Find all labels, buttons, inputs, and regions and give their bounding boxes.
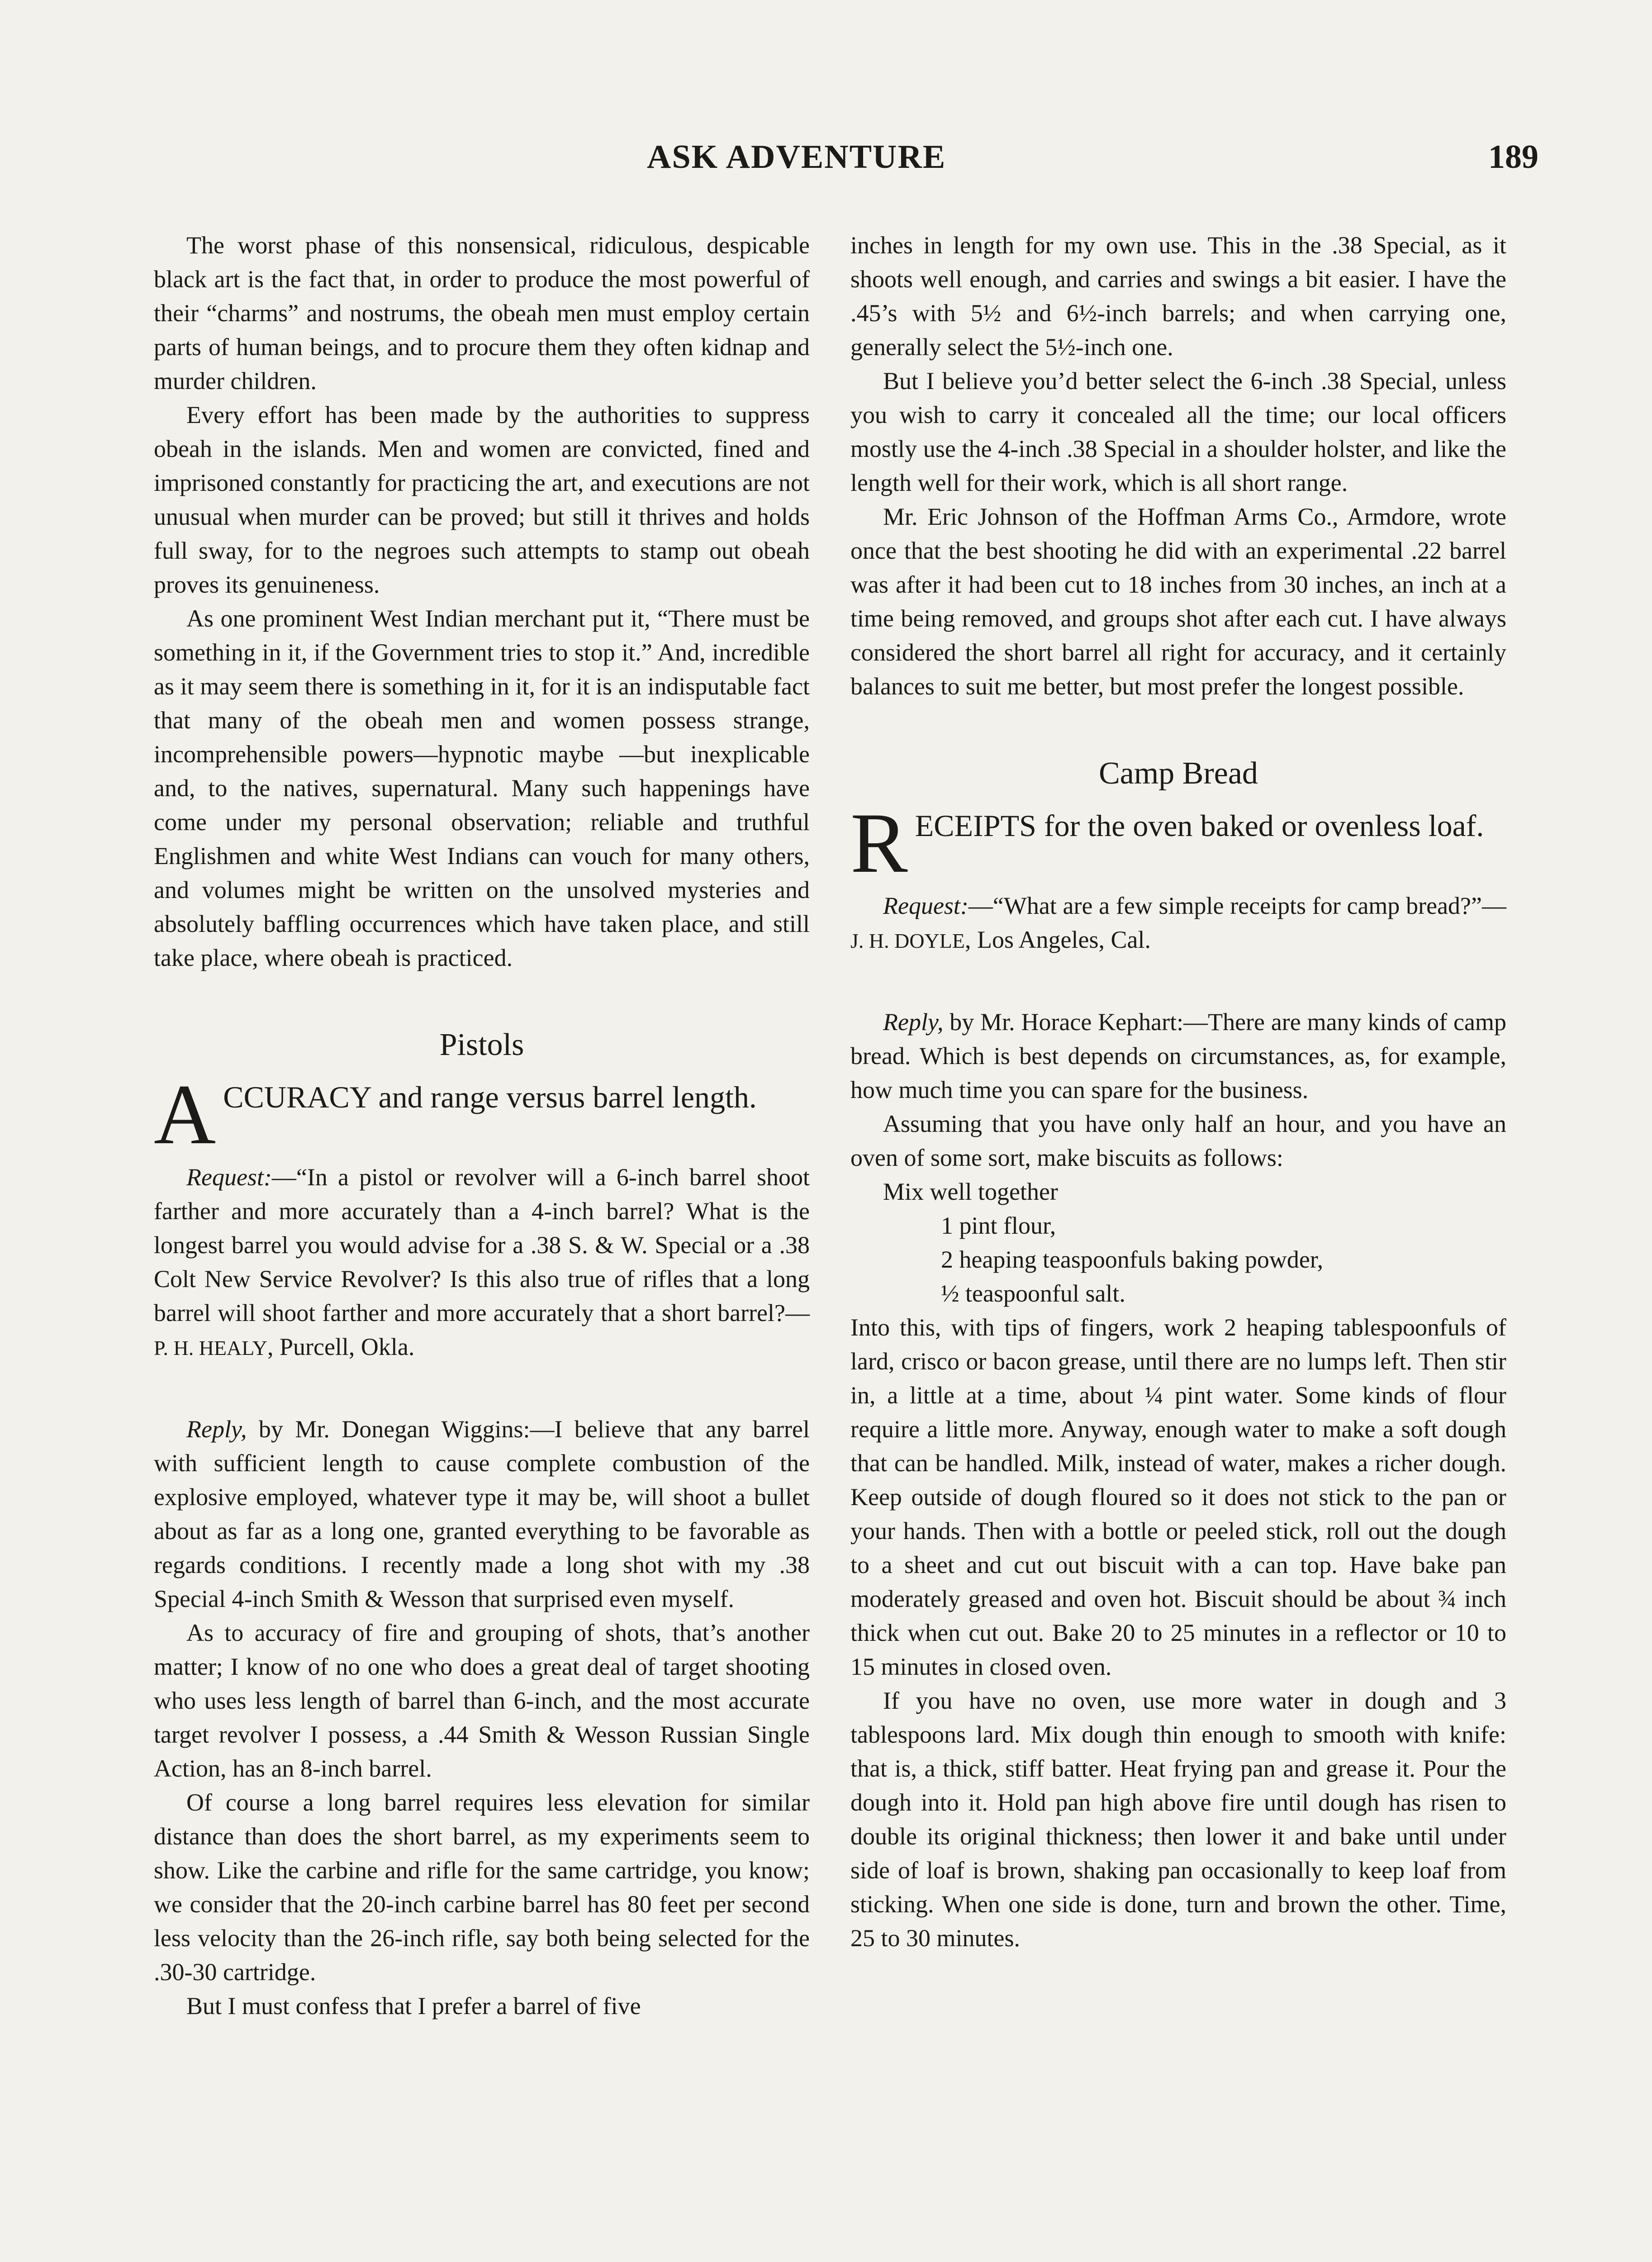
obeah-paragraph: The worst phase of this nonsensical, ridiculous, despicable black art is the fact that, in order to produce the most powerful of their “charms” and nostrums, the obeah men must employ certain parts of human beings, and to procure them they often kidnap and murder children. <box>154 232 810 394</box>
pistols-dropcap: A <box>154 1067 216 1162</box>
camp-bread-request <box>850 889 1506 958</box>
request-label: Request: <box>186 1164 272 1191</box>
request-place: , Los Angeles, Cal. <box>964 926 1151 953</box>
reply-text: by Mr. Donegan Wiggins:—I believe that any barrel with sufficient length to cause complete combustion of the explosive employed, whatever type it may be, will shoot a bullet about as far as a long one, granted everything to be favorable as regards conditions. I recently made a long shot with my .38 Special 4-inch Smith & Wesson that surprised even myself. <box>154 1416 810 1612</box>
pistols-reply-paragraph: But I believe you’d better select the 6-inch .38 Special, unless you wish to carry it concealed all the time; our local officers mostly use the 4-inch .38 Special in a shoulder holster, and like the length well for their work, which is all short range. <box>850 367 1506 496</box>
pistols-lead-text: CCURACY and range versus barrel length. <box>223 1080 757 1114</box>
left-column <box>154 228 810 2023</box>
camp-bread-lead <box>850 796 1506 891</box>
request-text: —“What are a few simple receipts for camp bread?”— <box>968 892 1506 919</box>
pistols-reply-continuation: inches in length for my own use. This in the .38 Special, as it shoots well enough, and carries and swings a bit easier. I have the .45’s with 5½ and 6½-inch barrels; and when carrying one, generally select the 5½-inch one. <box>850 232 1506 361</box>
right-column <box>850 228 1506 1955</box>
request-label: Request: <box>883 892 968 919</box>
request-byline: J. H. DOYLE <box>850 929 965 952</box>
request-place: , Purcell, Okla. <box>267 1333 415 1360</box>
pistols-reply <box>154 1412 810 1616</box>
obeah-paragraph: Every effort has been made by the authorities to suppress obeah in the islands. Men and women are convicted, fined and imprisoned constantly for practicing the art, and executions are not unusual when murder can be proved; but still it thrives and holds full sway, for to the negroes such attempts to stamp out obeah proves its genuineness. <box>154 401 810 598</box>
pistols-request <box>154 1160 810 1365</box>
camp-bread-dropcap: R <box>850 796 908 891</box>
reply-text: by Mr. Horace Kephart:—There are many kinds of camp bread. Which is best depends on circumstances, as, for example, how much time you can spare for the business. <box>850 1008 1506 1103</box>
camp-bread-section-title: Camp Bread <box>1099 756 1258 791</box>
camp-bread-lead-text: ECEIPTS for the oven baked or ovenless loaf. <box>915 808 1484 843</box>
recipe-list <box>850 1175 1506 1311</box>
reply-label: Reply, <box>883 1008 944 1036</box>
camp-bread-method: Into this, with tips of fingers, work 2 heaping tablespoonfuls of lard, crisco or bacon grease, until there are no lumps left. Then stir in, a little at a time, about ¼ pint water. Some kinds of flour require a little more. Anyway, enough water to make a soft dough that can be handled. Milk, instead of water, makes a richer dough. Keep outside of dough floured so it does not stick to the pan or your hands. Then with a bottle or peeled stick, roll out the dough to a sheet and cut out biscuit with a can top. Have bake pan moderately greased and oven hot. Biscuit should be about ¾ inch thick when cut out. Bake 20 to 25 minutes in a reflector or 10 to 15 minutes in closed oven. <box>850 1314 1506 1680</box>
running-head: ASK ADVENTURE <box>647 138 946 176</box>
recipe-ingredient: ½ teaspoonful salt. <box>941 1280 1125 1307</box>
obeah-paragraph: As one prominent West Indian merchant put it, “There must be something in it, if the Government tries to stop it.” And, incredible as it may seem there is something in it, for it is an indisputable fact that many of the obeah men and women possess strange, incomprehensible powers—hypnotic maybe —but inexplicable and, to the natives, supernatural. Many such happenings have come under my personal observation; reliable and truthful Englishmen and white West Indians can vouch for many others, and volumes might be written on the unsolved mysteries and absolutely baffling occurrences which have taken place, and still take place, where obeah is practiced. <box>154 605 810 971</box>
recipe-intro: Mix well together <box>883 1178 1058 1205</box>
page-number: 189 <box>1488 138 1538 176</box>
pistols-reply-paragraph: But I must confess that I prefer a barrel of five <box>186 1992 641 2020</box>
recipe-ingredient: 2 heaping teaspoonfuls baking powder, <box>941 1246 1324 1273</box>
request-byline: P. H. HEALY <box>154 1336 267 1359</box>
recipe-ingredient: 1 pint flour, <box>941 1212 1056 1239</box>
camp-bread-paragraph: Assuming that you have only half an hour, and you have an oven of some sort, make biscuits as follows: <box>850 1110 1506 1171</box>
camp-bread-no-oven: If you have no oven, use more water in dough and 3 tablespoons lard. Mix dough thin enough to smooth with knife: that is, a thick, stiff batter. Heat frying pan and grease it. Pour the dough into it. Hold pan high above fire until dough has risen to double its original thickness; then lower it and bake until under side of loaf is brown, shaking pan occasionally to keep loaf from sticking. When one side is done, turn and brown the other. Time, 25 to 30 minutes. <box>850 1687 1506 1952</box>
pistols-reply-paragraph: Mr. Eric Johnson of the Hoffman Arms Co., Armdore, wrote once that the best shooting he did with an experimental .22 barrel was after it had been cut to 18 inches from 30 inches, an inch at a time being removed, and groups shot after each cut. I have always considered the short barrel all right for accuracy, and it certainly balances to suit me better, but most prefer the longest possible. <box>850 503 1506 700</box>
reply-label: Reply, <box>186 1416 247 1443</box>
pistols-reply-paragraph: Of course a long barrel requires less elevation for similar distance than does the short barrel, as my experiments seem to show. Like the carbine and rifle for the same cartridge, you know; we consider that the 20-inch carbine barrel has 80 feet per second less velocity than the 26-inch rifle, say both being selected for the .30-30 cartridge. <box>154 1789 810 1986</box>
camp-bread-reply <box>850 1005 1506 1107</box>
request-text: —“In a pistol or revolver will a 6-inch barrel shoot farther and more accurately than a 4-inch barrel? What is the longest barrel you would advise for a .38 S. & W. Special or a .38 Colt New Service Revolver? Is this also true of rifles that a long barrel will shoot farther and more accurately that a short barrel?— <box>154 1164 810 1326</box>
pistols-reply-paragraph: As to accuracy of fire and grouping of shots, that’s another matter; I know of no one who does a great deal of target shooting who uses less length of barrel than 6-inch, and the most accurate target revolver I possess, a .44 Smith & Wesson Russian Single Action, has an 8-inch barrel. <box>154 1619 810 1782</box>
pistols-section-title: Pistols <box>439 1027 524 1062</box>
pistols-lead <box>154 1067 810 1162</box>
